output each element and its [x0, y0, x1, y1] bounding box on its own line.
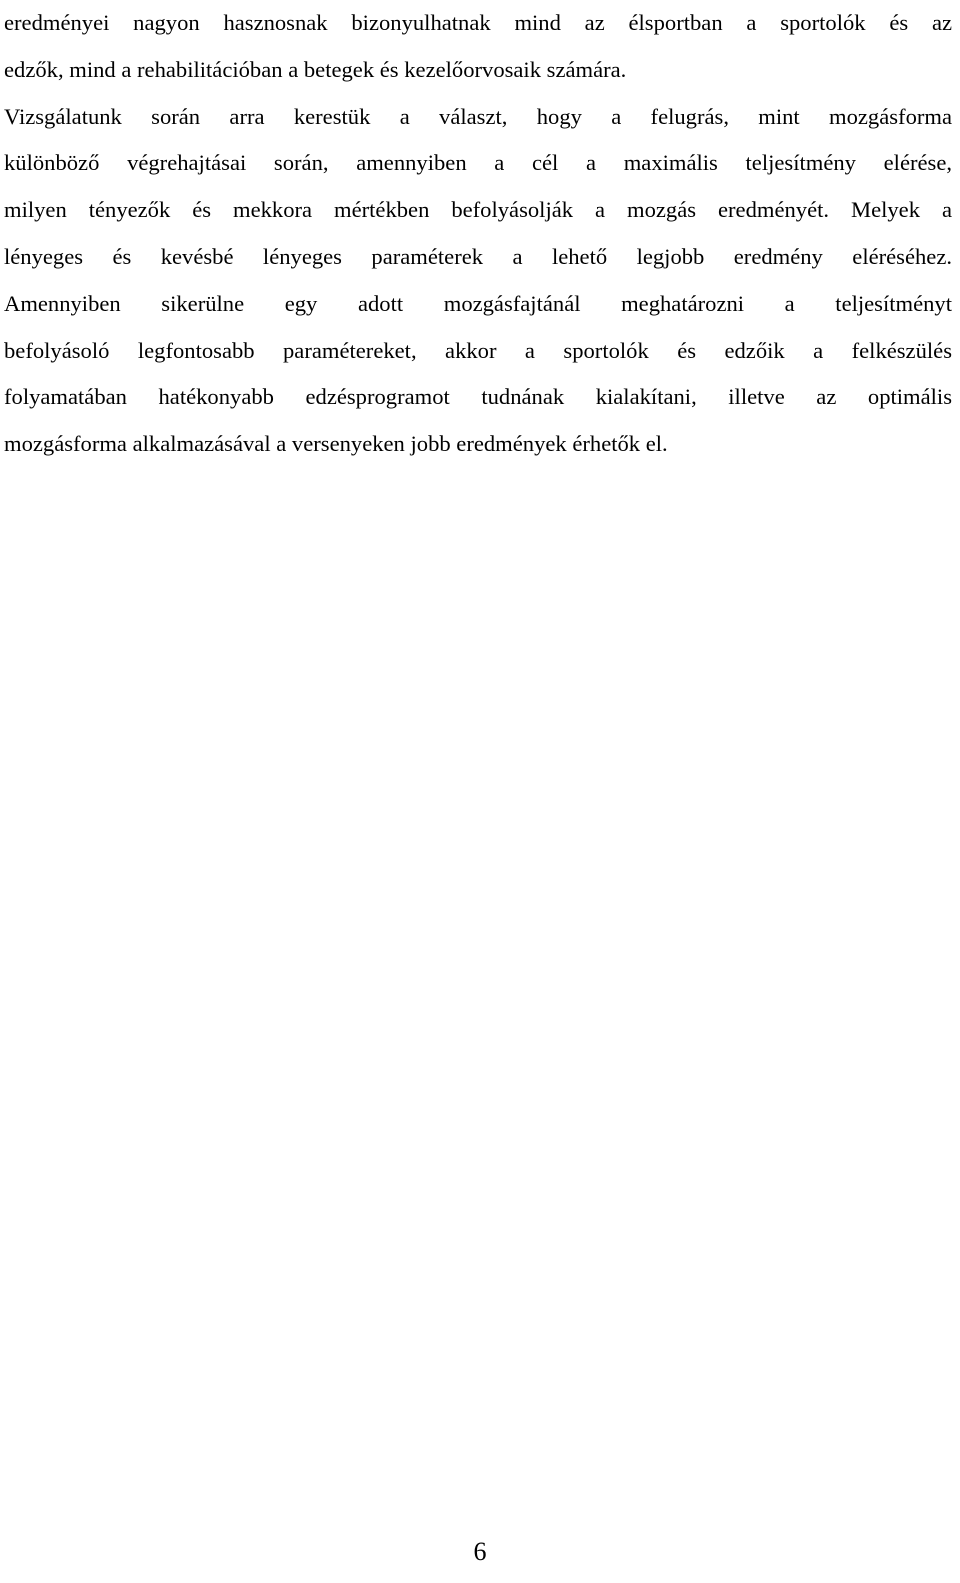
paragraph-1 — [4, 0, 952, 94]
paragraph-2 — [4, 94, 952, 468]
text-line: edzők, mind a rehabilitációban a betegek és kezelőorvosaik számára. — [4, 56, 627, 82]
text-line: Amennyiben sikerülne egy adott mozgásfajtánál meghatározni a teljesítményt — [4, 290, 952, 316]
text-line: eredményei nagyon hasznosnak bizonyulhatnak mind az élsportban a sportolók és az — [4, 10, 952, 35]
text-line: mozgásforma alkalmazásával a versenyeken jobb eredmények érhetők el. — [4, 431, 668, 457]
page-number: 6 — [473, 1537, 487, 1566]
text-line: Vizsgálatunk során arra kerestük a választ, hogy a felugrás, mint mozgásforma — [4, 103, 952, 129]
text-line: befolyásoló legfontosabb paramétereket, akkor a sportolók és edzőik a felkészülés — [4, 337, 952, 363]
text-line: különböző végrehajtásai során, amennyiben a cél a maximális teljesítmény elérése, — [4, 150, 952, 176]
text-line: milyen tényezők és mekkora mértékben befolyásolják a mozgás eredményét. Melyek a — [4, 197, 952, 223]
text-line: lényeges és kevésbé lényeges paraméterek a lehető legjobb eredmény eléréséhez. — [4, 243, 952, 269]
text-line: folyamatában hatékonyabb edzésprogramot tudnának kialakítani, illetve az optimális — [4, 384, 952, 410]
body-text — [4, 0, 952, 468]
